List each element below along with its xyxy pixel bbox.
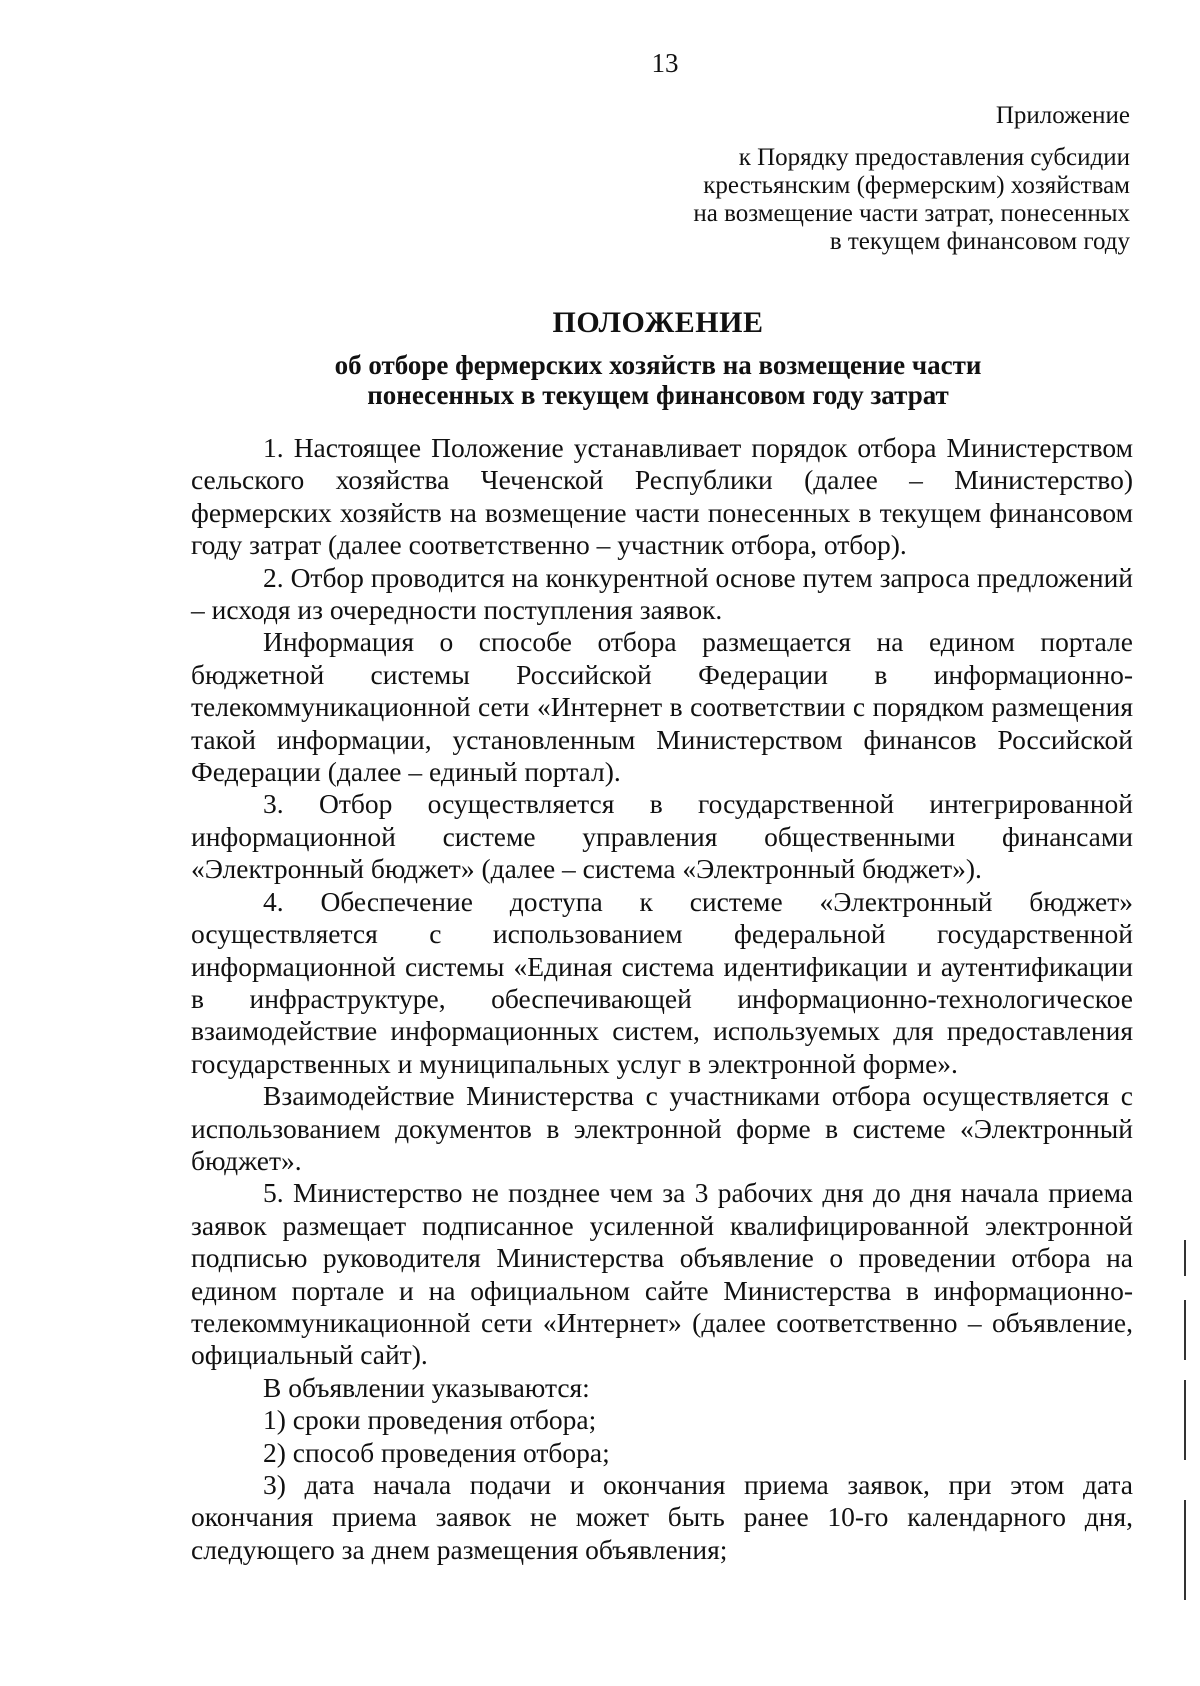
appendix-label: Приложение	[995, 102, 1130, 129]
document-subtitle	[180, 350, 1136, 410]
scan-mark	[1184, 1240, 1186, 1276]
scan-mark	[1184, 1300, 1186, 1360]
paragraph: 1) сроки проведения отбора;	[263, 1404, 597, 1436]
appendix-line: на возмещение части затрат, понесенных	[693, 200, 1130, 227]
paragraph: 1. Настоящее Положение устанавливает порядок отбора Министерством сельского хозяйства Чеченской Республики (далее – Министерство) фермерских хозяйств на возмещение части понесенных в текущем финансовом году затрат (далее соответственно – участник отбора, отбор).	[191, 432, 1133, 561]
paragraph: 2) способ проведения отбора;	[263, 1436, 610, 1468]
appendix-line: в текущем финансовом году	[829, 228, 1130, 255]
subtitle-line: об отборе фермерских хозяйств на возмещение части	[334, 350, 982, 380]
scan-mark	[1184, 1380, 1186, 1460]
document-body	[191, 432, 1133, 1566]
subtitle-line: понесенных в текущем финансовом году затрат	[367, 380, 949, 410]
scan-mark	[1184, 1500, 1186, 1600]
appendix-line: к Порядку предоставления субсидии	[738, 144, 1130, 171]
paragraph: 4. Обеспечение доступа к системе «Электронный бюджет» осуществляется с использованием федеральной государственной информационной системы «Единая система идентификации и аутентификации в инфраструктуре, обеспечивающей информационно-технологическое взаимодействие информационных систем, используемых для предоставления государственных и муниципальных услуг в электронной форме».	[191, 885, 1133, 1079]
appendix-header	[693, 102, 1130, 256]
paragraph: Информация о способе отбора размещается на едином портале бюджетной системы Российской Федерации в информационно-телекоммуникационной сети «Интернет в соответствии с порядком размещения такой информации, установленным Министерством финансов Российской Федерации (далее – единый портал).	[191, 626, 1133, 788]
page-number: 13	[651, 48, 679, 78]
paragraph: 5. Министерство не позднее чем за 3 рабочих дня до дня начала приема заявок размещает подписанное усиленной квалифицированной электронной подписью руководителя Министерства объявление о проведении отбора на едином портале и на официальном сайте Министерства в информационно-телекоммуникационной сети «Интернет» (далее соответственно – объявление, официальный сайт).	[191, 1177, 1133, 1371]
paragraph: Взаимодействие Министерства с участниками отбора осуществляется с использованием документов в электронной форме в системе «Электронный бюджет».	[191, 1080, 1133, 1176]
appendix-line: крестьянским (фермерским) хозяйствам	[703, 172, 1130, 199]
paragraph: 3) дата начала подачи и окончания приема заявок, при этом дата окончания приема заявок не может быть ранее 10-го календарного дня, следующего за днем размещения объявления;	[191, 1469, 1133, 1565]
paragraph: 3. Отбор осуществляется в государственной интегрированной информационной системе управления общественными финансами «Электронный бюджет» (далее – система «Электронный бюджет»).	[191, 788, 1133, 885]
document-title: ПОЛОЖЕНИЕ	[552, 306, 764, 339]
scan-edge-marks	[1180, 1240, 1200, 1640]
paragraph: 2. Отбор проводится на конкурентной основе путем запроса предложений – исходя из очередности поступления заявок.	[191, 561, 1133, 626]
paragraph: В объявлении указываются:	[263, 1371, 590, 1403]
